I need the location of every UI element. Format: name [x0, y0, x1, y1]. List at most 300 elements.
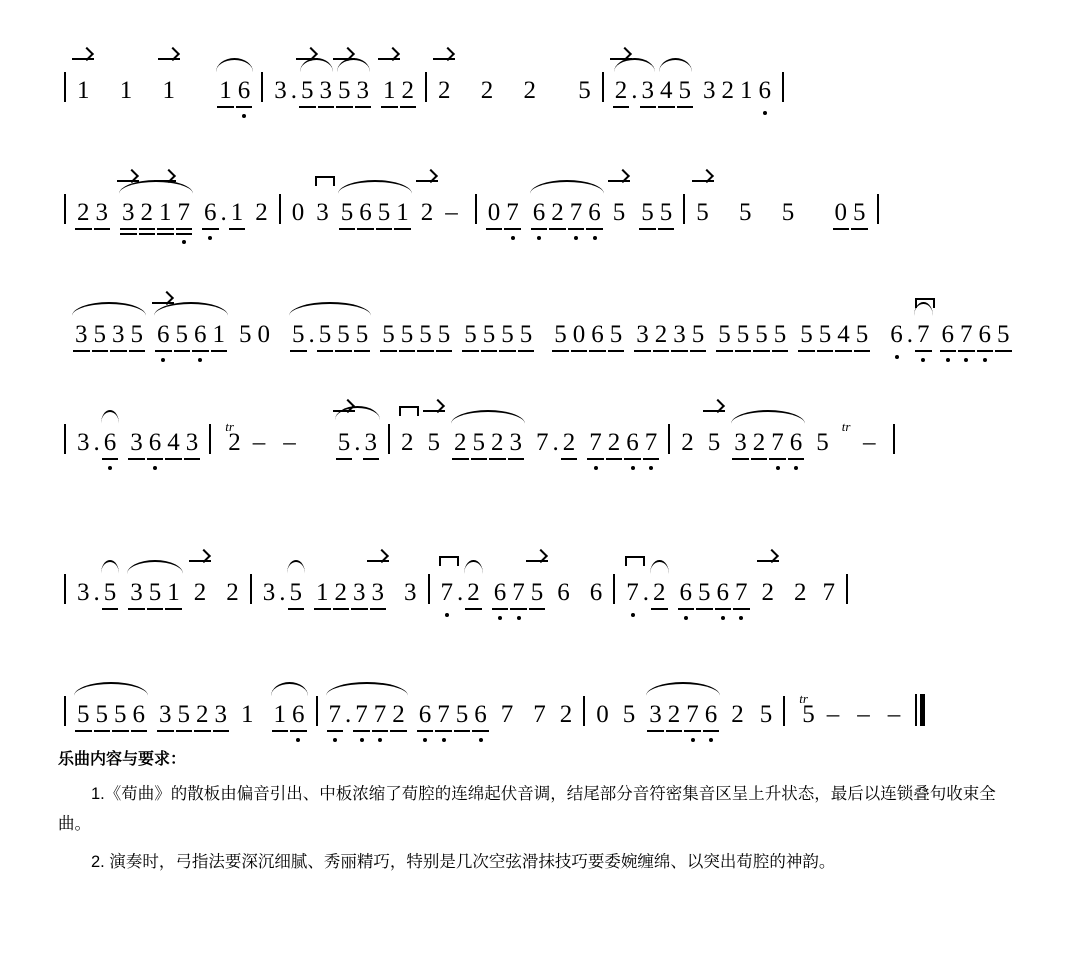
note-group [127, 430, 201, 456]
sustain-dash [178, 78, 202, 104]
note: 2 [418, 200, 437, 226]
note-group [101, 580, 120, 606]
note: 7 [533, 701, 546, 728]
note: 2 [559, 701, 573, 728]
note-group [201, 200, 246, 226]
note: 5 [607, 322, 626, 348]
up-bow-icon [189, 554, 211, 566]
measure [74, 430, 201, 456]
note: 5 [398, 322, 417, 348]
note: 6 [130, 702, 149, 728]
up-bow-icon [416, 174, 438, 186]
note: 5 [657, 200, 676, 226]
note: 7 [567, 200, 586, 226]
note: 6 [939, 322, 958, 348]
note: 3 [639, 78, 658, 104]
note: 3 [670, 322, 689, 348]
note: 5 [695, 580, 714, 606]
final-barline [915, 694, 925, 726]
augmentation-dot: . [642, 579, 649, 606]
note: 5 [287, 580, 306, 606]
note-group [551, 322, 625, 348]
measure [260, 580, 420, 606]
note: 6 [191, 322, 210, 348]
note: 2 [480, 77, 494, 104]
note-group [154, 322, 228, 348]
note: 5 [705, 430, 724, 456]
note-group [74, 702, 148, 728]
commentary-paragraph-1: 1.《荀曲》的散板由偏音引出、中板浓缩了荀腔的连绵起伏音调，结尾部分音符密集音区呈上升状态，最后以连锁叠句收束全曲。 [58, 785, 996, 833]
note: 6 [677, 580, 696, 606]
note: 5 [111, 702, 130, 728]
note-group [638, 200, 675, 226]
note-group [586, 430, 660, 456]
note: 2 [681, 429, 694, 456]
barline [583, 696, 585, 726]
sustain-dash [93, 78, 117, 104]
note: 5 [622, 701, 636, 728]
note: 7 [438, 580, 457, 606]
measure [74, 200, 271, 226]
note: 5 [528, 580, 547, 606]
note: 5 [375, 200, 394, 226]
note: 3 [77, 429, 90, 456]
note: 1 [210, 322, 229, 348]
note-group [72, 322, 146, 348]
note: 6 [471, 702, 490, 728]
note: 5 [74, 702, 93, 728]
barline [64, 696, 66, 726]
trill-icon: tr [799, 691, 808, 706]
measure [551, 322, 871, 348]
sustain-dash: – [252, 429, 266, 456]
note-group [216, 78, 253, 104]
note: 1 [160, 78, 179, 104]
note: 3 [183, 430, 202, 456]
note: 5 [610, 200, 629, 226]
augmentation-dot: . [345, 701, 352, 728]
note: 3 [350, 580, 369, 606]
note: 6 [491, 580, 510, 606]
sustain-dash [135, 78, 159, 104]
note: 3 [93, 200, 112, 226]
note: 5 [353, 322, 372, 348]
note: 5 [739, 199, 752, 226]
sustain-dash [755, 200, 779, 226]
slur-icon [101, 560, 120, 574]
sustain-dash: – [445, 199, 458, 226]
note: 0 [570, 322, 589, 348]
note: 2 [191, 580, 210, 606]
note: 7 [732, 580, 751, 606]
note-group [464, 580, 483, 606]
up-bow-icon [296, 52, 318, 64]
barline [846, 574, 848, 604]
note: 3 [633, 322, 652, 348]
barline [683, 194, 685, 224]
sustain-dash: – [887, 701, 901, 728]
note: 2 [750, 430, 769, 456]
note: 5 [338, 200, 357, 226]
staff-line-5 [56, 550, 1016, 606]
barline [261, 72, 263, 102]
note: 5 [734, 322, 753, 348]
note-group [731, 430, 805, 456]
note: 2 [138, 200, 157, 226]
note: 3 [72, 322, 91, 348]
slur-icon [287, 560, 306, 574]
note: 7 [434, 702, 453, 728]
down-bow-icon [912, 296, 934, 308]
note-group [646, 702, 720, 728]
note: 7 [768, 430, 787, 456]
note [841, 419, 854, 456]
note: 1 [216, 78, 235, 104]
note: 5 [853, 322, 872, 348]
note-group [650, 580, 669, 606]
note: 7 [957, 322, 976, 348]
up-bow-icon [152, 296, 174, 308]
sustain-dash [454, 78, 478, 104]
up-bow-icon [117, 174, 139, 186]
note: 6 [289, 702, 308, 728]
barline [425, 72, 427, 102]
note: 2 [451, 430, 470, 456]
augmentation-dot: . [279, 579, 286, 606]
note: 6 [146, 430, 165, 456]
note: 5 [816, 322, 835, 348]
note: 2 [759, 580, 778, 606]
sustain-dash: – [283, 429, 296, 456]
measure [438, 580, 606, 606]
slur-icon [451, 410, 525, 424]
staff-line-3 [56, 292, 1016, 348]
sustain-dash: – [826, 701, 840, 728]
sustain-dash: – [863, 429, 876, 456]
note: 5 [416, 322, 435, 348]
note: 7 [352, 702, 371, 728]
note-group [379, 322, 453, 348]
note: 5 [289, 322, 308, 348]
note: 6 [702, 702, 721, 728]
slur-icon [646, 682, 720, 696]
up-bow-icon [757, 554, 779, 566]
sustain-dash [496, 78, 520, 104]
measure [289, 200, 467, 226]
note-group [313, 580, 387, 606]
up-bow-icon [692, 174, 714, 186]
note: 5 [470, 430, 489, 456]
note: 5 [797, 322, 816, 348]
note: 5 [101, 580, 120, 606]
slur-icon [72, 302, 146, 316]
note: 2 [560, 430, 579, 456]
note: 5 [335, 78, 354, 104]
note-group [461, 322, 535, 348]
note: 1 [241, 701, 254, 728]
augmentation-dot: . [631, 77, 638, 104]
note: 5 [693, 200, 712, 226]
note: 3 [212, 702, 231, 728]
augmentation-dot: . [354, 429, 361, 456]
note: 7 [822, 579, 835, 606]
note: 7 [326, 702, 345, 728]
note: 5 [316, 322, 335, 348]
up-bow-icon [610, 52, 632, 64]
note: 1 [119, 77, 133, 104]
note: 1 [74, 78, 93, 104]
up-bow-icon [378, 52, 400, 64]
note: 5 [638, 200, 657, 226]
note-group [298, 78, 335, 104]
slur-icon [216, 58, 253, 72]
note-group [700, 78, 774, 104]
note-group [939, 322, 1013, 348]
note: 3 [274, 77, 287, 104]
note: 5 [689, 322, 708, 348]
slur-icon [650, 560, 669, 574]
slur-icon [338, 180, 412, 194]
slur-icon [731, 410, 805, 424]
note: 5 [128, 322, 147, 348]
note: 7 [683, 702, 702, 728]
staff-line-4 [56, 400, 1016, 456]
note: 5 [146, 580, 165, 606]
measure [72, 322, 273, 348]
note: 3 [507, 430, 526, 456]
sustain-dash [539, 78, 563, 104]
note-group [530, 200, 604, 226]
note: 2 [488, 430, 507, 456]
note: 3 [156, 702, 175, 728]
note: 5 [517, 322, 536, 348]
note: 5 [453, 702, 472, 728]
up-bow-icon [154, 174, 176, 186]
note: 2 [255, 199, 268, 226]
up-bow-icon [367, 554, 389, 566]
note: 7 [623, 580, 642, 606]
note: 2 [650, 580, 669, 606]
note: 2 [435, 78, 454, 104]
note: 5 [752, 322, 771, 348]
note-group [335, 78, 372, 104]
note-group [380, 78, 417, 104]
note-group [335, 430, 380, 456]
note: 0 [485, 200, 504, 226]
barline [613, 574, 615, 604]
note: 3 [354, 78, 373, 104]
slur-icon [127, 560, 183, 574]
note-group [326, 702, 408, 728]
note: 5 [334, 322, 353, 348]
slur-icon [530, 180, 604, 194]
measure [74, 580, 242, 606]
note: 3 [317, 78, 336, 104]
note: 5 [91, 322, 110, 348]
up-bow-icon [158, 52, 180, 64]
up-bow-icon [333, 404, 355, 416]
note: 2 [332, 580, 351, 606]
measure [793, 691, 925, 728]
augmentation-dot: . [93, 579, 100, 606]
note: 6 [154, 322, 173, 348]
barline [279, 194, 281, 224]
note: 0 [257, 321, 270, 348]
note: 5 [498, 322, 517, 348]
slur-icon [659, 58, 692, 72]
note: 6 [416, 702, 435, 728]
up-bow-icon [423, 404, 445, 416]
note: 4 [657, 78, 676, 104]
measure [326, 702, 576, 728]
barline [877, 194, 879, 224]
note: 6 [235, 78, 254, 104]
note-group [491, 580, 547, 606]
slur-icon [101, 410, 120, 424]
note: 5 [379, 322, 398, 348]
note: 6 [976, 322, 995, 348]
note: 5 [759, 701, 773, 728]
note: 5 [816, 429, 829, 456]
note: 2 [523, 77, 536, 104]
note: 5 [578, 77, 591, 104]
note-group [338, 200, 412, 226]
barline [893, 424, 895, 454]
barline [388, 424, 390, 454]
slur-icon [464, 560, 483, 574]
barline [209, 424, 211, 454]
note: 5 [676, 78, 695, 104]
up-bow-icon [526, 554, 548, 566]
note-group [715, 322, 789, 348]
note: 3 [703, 77, 716, 104]
barline [64, 424, 66, 454]
note: 3 [731, 430, 750, 456]
augmentation-dot: . [290, 77, 297, 104]
note: 5 [715, 322, 734, 348]
sustain-dash [797, 200, 821, 226]
slur-icon [289, 302, 371, 316]
note: 3 [109, 322, 128, 348]
note: 5 [298, 78, 317, 104]
measure [74, 78, 253, 104]
note: 0 [291, 199, 305, 226]
barline [475, 194, 477, 224]
note: 5 [461, 322, 480, 348]
note: 6 [356, 200, 375, 226]
note: 3 [362, 430, 381, 456]
note: 5 [173, 322, 192, 348]
note: 3 [369, 580, 388, 606]
note: 0 [596, 701, 609, 728]
note: 3 [646, 702, 665, 728]
note: 5 [335, 430, 354, 456]
augmentation-dot: . [906, 321, 913, 348]
note: 5 [781, 199, 795, 226]
note: 5 [994, 322, 1013, 348]
note: 2 [721, 77, 734, 104]
note: 5 [239, 321, 252, 348]
note: 4 [164, 430, 183, 456]
barline [64, 194, 66, 224]
measure [289, 322, 535, 348]
sustain-dash [712, 200, 736, 226]
note: 7 [914, 322, 933, 348]
measure [219, 419, 380, 456]
note: 2 [74, 200, 93, 226]
staff-line-1 [56, 48, 1016, 104]
note: 7 [536, 429, 549, 456]
note: 1 [156, 200, 175, 226]
note: 1 [313, 580, 332, 606]
note: 2 [612, 78, 631, 104]
note-group [914, 322, 933, 348]
note: 2 [605, 430, 624, 456]
note-group [633, 322, 707, 348]
down-bow-icon [622, 554, 644, 566]
measure [612, 78, 774, 104]
note: 7 [586, 430, 605, 456]
note-group [289, 322, 371, 348]
note: 5 [93, 702, 112, 728]
barline [602, 72, 604, 102]
note-group [797, 322, 871, 348]
augmentation-dot: . [457, 579, 464, 606]
note: 3 [77, 579, 90, 606]
note: 7 [500, 701, 514, 728]
note: 2 tr [225, 430, 244, 456]
note: 6 [201, 200, 220, 226]
note: 7 [509, 580, 528, 606]
note-group [119, 200, 193, 226]
trill-icon: tr [841, 419, 851, 434]
note-group [677, 580, 751, 606]
note-group [451, 430, 525, 456]
measure [678, 419, 884, 456]
commentary-section [58, 746, 1018, 885]
note: 5 [175, 702, 194, 728]
down-bow-icon [396, 404, 418, 416]
measure [485, 200, 676, 226]
note-group [156, 702, 230, 728]
slur-icon [271, 682, 308, 696]
down-bow-icon [312, 174, 334, 186]
note: 6 [585, 200, 604, 226]
note: 2 [464, 580, 483, 606]
commentary-paragraph-2: 2. 演奏时，弓指法要深沉细腻、秀丽精巧，特别是几次空弦滑抹技巧要委婉缠绵、以突出荀腔的神韵。 [91, 853, 836, 871]
note: 2 [652, 322, 671, 348]
barline [250, 574, 252, 604]
note: 1 [740, 77, 753, 104]
up-bow-icon [72, 52, 94, 64]
note-group [271, 702, 308, 728]
note: 6 [756, 78, 775, 104]
measure [593, 702, 775, 728]
note: 0 [832, 200, 851, 226]
measure [271, 78, 417, 104]
note: 3 [119, 200, 138, 226]
barline [782, 72, 784, 102]
note: 4 [834, 322, 853, 348]
note: 5 [480, 322, 499, 348]
note: 5 [551, 322, 570, 348]
trill-icon: tr [225, 419, 234, 434]
commentary-heading: 乐曲内容与要求： [58, 751, 187, 768]
slur-icon [74, 682, 148, 696]
note: 5 [771, 322, 790, 348]
measure [693, 200, 868, 226]
note-group [416, 702, 490, 728]
